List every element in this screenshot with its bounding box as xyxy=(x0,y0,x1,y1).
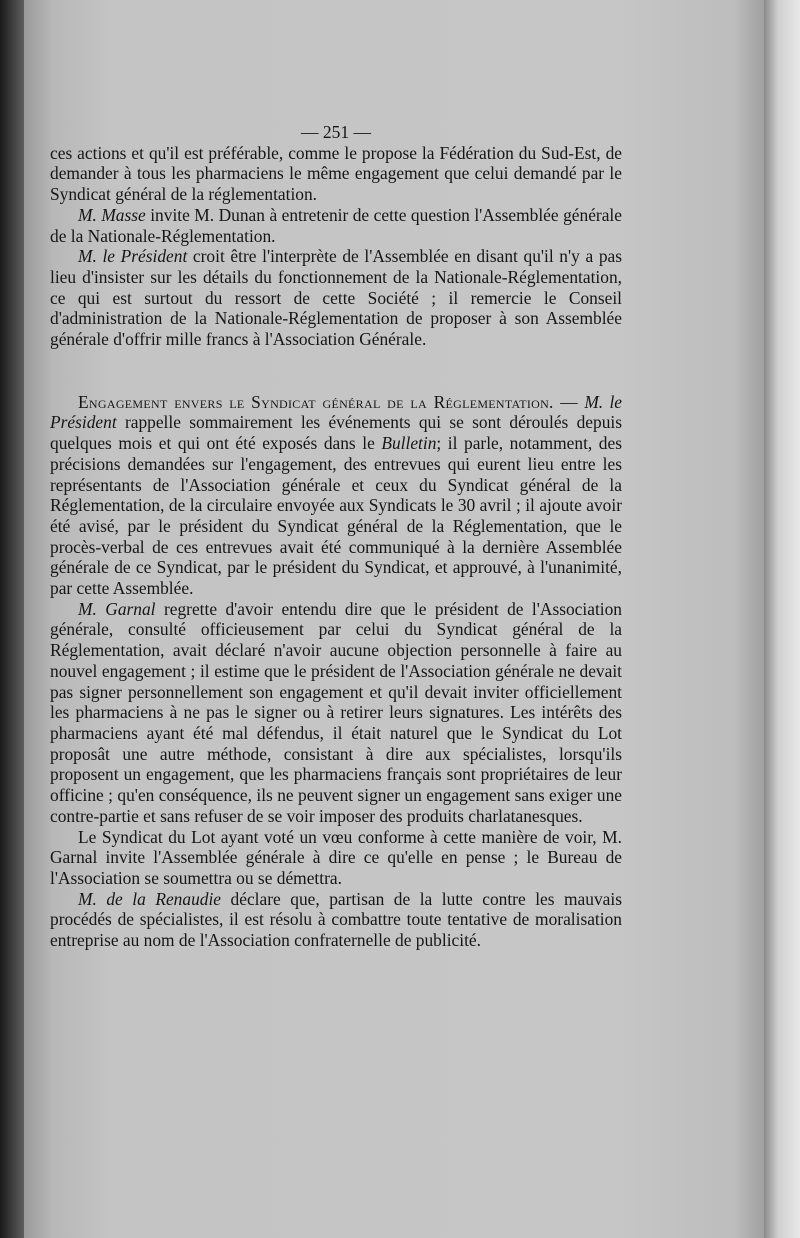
paragraph-1: ces actions et qu'il est préférable, comme le propose la Fédération du Sud-Est, de demander à tous les pharmaciens le même engagement que celui demandé par le Syndicat général de la réglementation. xyxy=(50,142,622,205)
speaker-name: M. le Président xyxy=(78,246,188,267)
section-gap xyxy=(50,350,622,392)
speaker-name: M. Masse xyxy=(78,204,146,225)
page-number: — 251 — xyxy=(301,122,371,142)
paragraph-5: M. Garnal regrette d'avoir entendu dire que le président de l'Association générale, consulté officieusement par celui du Syndicat général de la Réglementation, avait déclaré n'avoir aucune objection personnelle à faire au nouvel engagement ; il estime que le président de l'Association générale ne devait pas signer personnellement son engagement et qu'il devait inviter officiellement les pharmaciens à ne pas le signer ou à retirer leurs signatures. Les intérêts des pharmaciens ayant été mal défendus, il était naturel que le Syndicat du Lot proposât une autre méthode, consistant à dire aux spécialistes, lorsqu'ils proposent un engagement, que les pharmaciens français sont propriétaires de leur officine ; qu'en conséquence, ils ne peuvent signer un engagement sans exiger une contre-partie et sans refuser de se voir imposer des produits charlatanesques. xyxy=(50,598,622,826)
speaker-name: M. le Président xyxy=(50,391,622,433)
paragraph-7: M. de la Renaudie déclare que, partisan de la lutte contre les mauvais procédés de spécialistes, il est résolu à combattre toute tentative de moralisation entreprise au nom de l'Association confraternelle de publicité. xyxy=(50,888,622,951)
speaker-name: M. de la Renaudie xyxy=(78,888,222,909)
paragraph-3: M. le Président croit être l'interprète de l'Assemblée en disant qu'il n'y a pas lieu d'insister sur les détails du fonctionnement de la Nationale-Réglementation, ce qui est surtout du ressort de cette Société ; il remercie le Conseil d'administration de la Nationale-Réglementation de proposer à son Assemblée générale d'offrir mille francs à l'Association Générale. xyxy=(50,246,622,350)
page-edge xyxy=(764,0,800,1238)
section-heading: Engagement envers le Syndicat général de la Réglementation. — xyxy=(78,391,578,412)
paragraph-4: Engagement envers le Syndicat général de la Réglementation. — M. le Président rappelle sommairement les événements qui se sont déroulés depuis quelques mois et qui ont été exposés dans le Bulletin; il parle, notamment, des précisions demandées sur l'engagement, des entrevues qui eurent lieu entre les représentants de l'Association générale et ceux du Syndicat général de la Réglementation, de la circulaire envoyée aux Syndicats le 30 avril ; il ajoute avoir été avisé, par le président du Syndicat général de la Réglementation, que le procès-verbal de ces entrevues avait été communiqué à la dernière Assemblée générale de ce Syndicat, par le président du Syndicat, et approuvé, à l'unanimité, par cette Assemblée. xyxy=(50,391,622,599)
bulletin-title: Bulletin xyxy=(381,433,437,454)
page-text xyxy=(50,122,622,951)
paragraph-6: Le Syndicat du Lot ayant voté un vœu conforme à cette manière de voir, M. Garnal invite l'Assemblée générale à dire ce qu'elle en pense ; le Bureau de l'Association se soumettra ou se démettra. xyxy=(50,826,622,888)
speaker-name: M. Garnal xyxy=(78,598,156,619)
paragraph-2: M. Masse invite M. Dunan à entretenir de cette question l'Assemblée générale de la Nationale-Réglementation. xyxy=(50,204,622,246)
